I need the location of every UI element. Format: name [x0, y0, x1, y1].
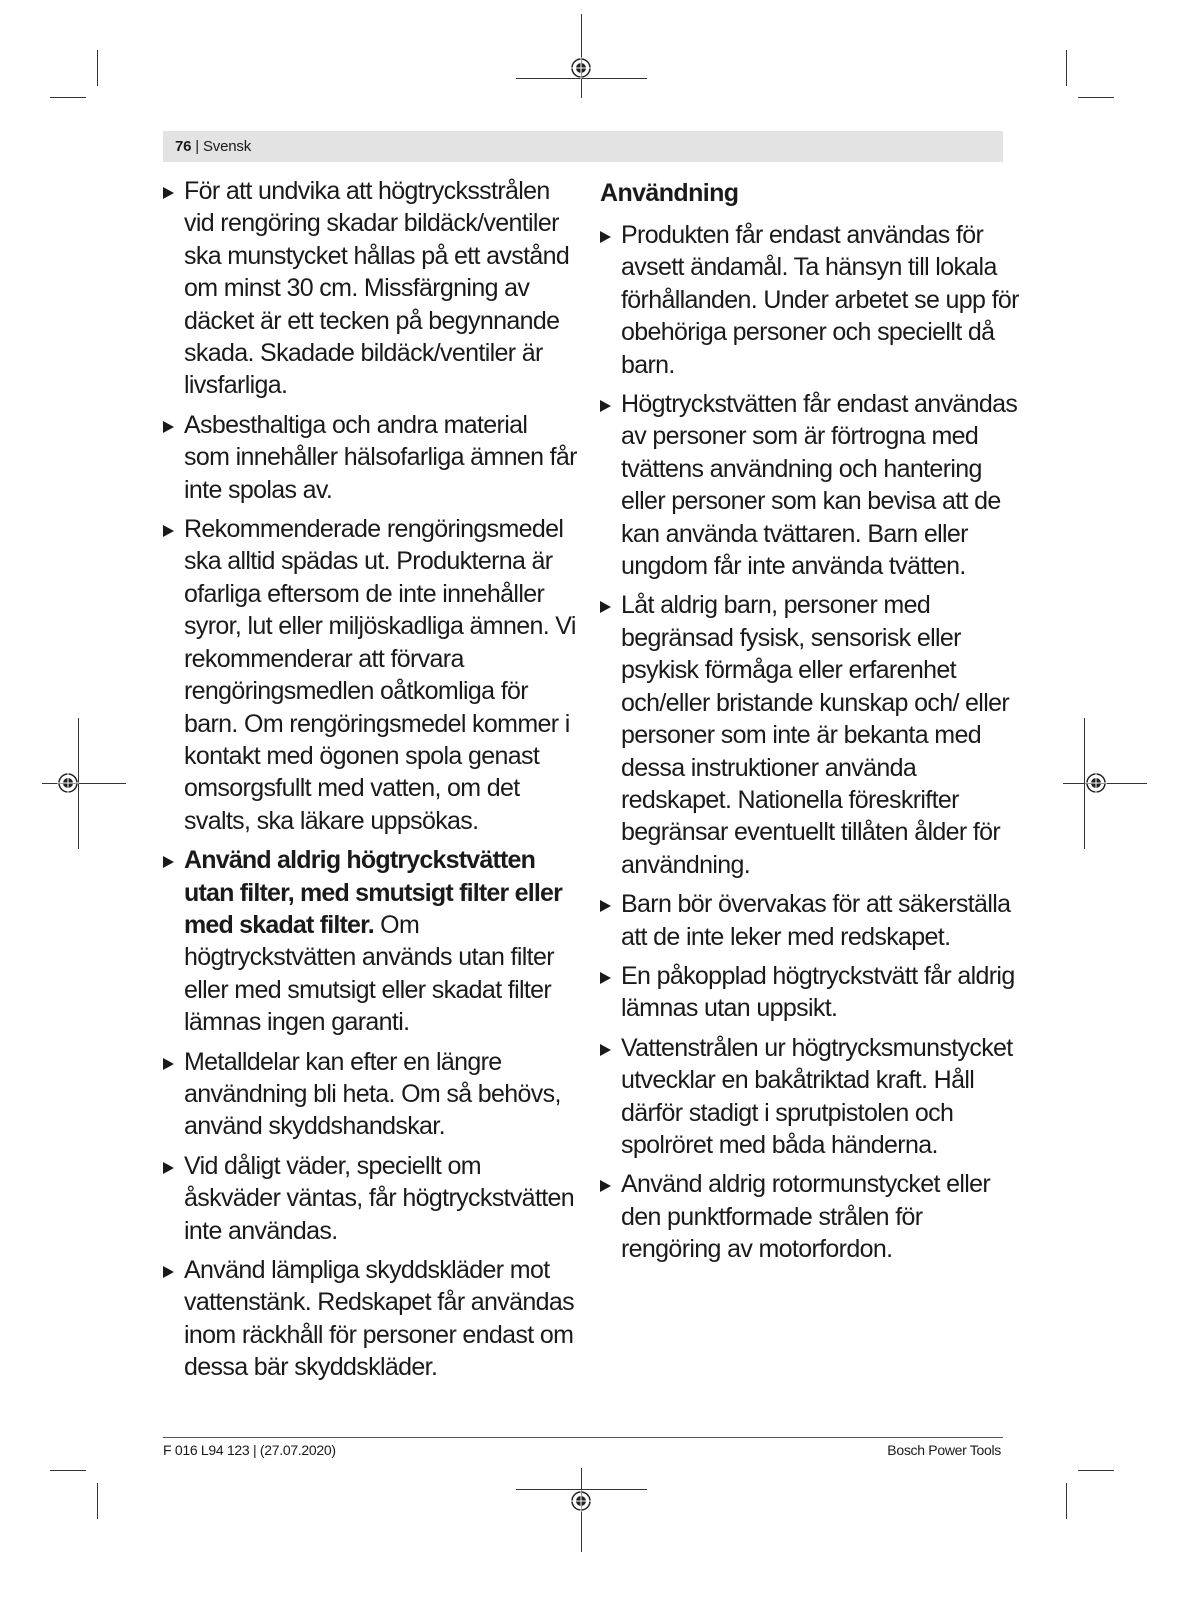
header-language: Svensk	[203, 138, 251, 155]
triangle-bullet-icon	[163, 856, 174, 868]
bullet-text: Om högtryckstvätten används utan filter eller med smutsigt eller skadat filter lämnas ingen garanti.	[184, 910, 554, 1037]
triangle-bullet-icon	[600, 400, 611, 412]
bullet-item	[163, 513, 578, 837]
registration-mark-icon	[1085, 772, 1107, 794]
left-column	[163, 175, 578, 1391]
crop-mark	[1078, 1470, 1114, 1471]
registration-line	[581, 14, 582, 98]
bullet-item	[163, 175, 578, 402]
right-column	[600, 175, 1020, 1273]
bullet-bold-text: Använd aldrig högtryckstvätten utan filter, med smutsigt filter eller med skadat filter.	[184, 846, 563, 939]
header-separator: |	[195, 138, 199, 155]
crop-mark	[97, 50, 98, 86]
registration-mark-icon	[570, 1490, 592, 1512]
triangle-bullet-icon	[163, 1266, 174, 1278]
triangle-bullet-icon	[600, 972, 611, 984]
crop-mark	[1066, 1483, 1067, 1519]
registration-mark-icon	[57, 772, 79, 794]
bullet-item	[600, 1032, 1020, 1162]
bullet-text: Högtryckstvätten får endast användas av personer som är förtrogna med tvättens användning och hantering eller personer som kan bevisa att de kan använda tvättaren. Barn eller ungdom får inte använda tvätten.	[621, 390, 1018, 581]
footer-brand: Bosch Power Tools	[887, 1442, 1001, 1458]
bullet-text: Asbesthaltiga och andra material som innehåller hälsofarliga ämnen får inte spolas av.	[184, 410, 577, 504]
bullet-text: Använd lämpliga skyddskläder mot vattenstänk. Redskapet får användas inom räckhåll för personer endast om dessa bär skyddskläder.	[184, 1256, 575, 1382]
bullet-item	[600, 960, 1020, 1025]
crop-mark	[50, 1470, 86, 1471]
bullet-text: Vattenstrålen ur högtrycksmunstycket utvecklar en bakåtriktad kraft. Håll därför stadigt i sprutpistolen och spolröret med båda händerna.	[621, 1033, 1013, 1159]
bullet-text: Produkten får endast användas för avsett ändamål. Ta hänsyn till lokala förhållanden. Under arbetet se upp för obehöriga personer och speciellt då barn.	[621, 221, 1019, 379]
triangle-bullet-icon	[600, 231, 611, 243]
crop-mark	[50, 97, 86, 98]
bullet-item	[163, 1150, 578, 1247]
triangle-bullet-icon	[163, 421, 174, 433]
triangle-bullet-icon	[600, 900, 611, 912]
bullet-item	[600, 589, 1020, 881]
triangle-bullet-icon	[163, 1058, 174, 1070]
registration-mark-icon	[570, 57, 592, 79]
bullet-item	[163, 844, 578, 1038]
bullet-item	[600, 1168, 1020, 1265]
bullet-text: Använd aldrig rotormunstycket eller den punktformade strålen för rengöring av motorfordon.	[621, 1170, 991, 1264]
triangle-bullet-icon	[600, 1180, 611, 1192]
footer-doc-id: F 016 L94 123 | (27.07.2020)	[163, 1442, 336, 1458]
triangle-bullet-icon	[163, 1162, 174, 1174]
page-header	[163, 131, 1003, 162]
bullet-item	[163, 1046, 578, 1143]
triangle-bullet-icon	[600, 601, 611, 613]
bullet-text: Rekommenderade rengöringsmedel ska alltid spädas ut. Produkterna är ofarliga eftersom de inte innehåller syror, lut eller miljöskadliga ämnen. Vi rekommenderar att förvara rengöringsmedlen oåtkomliga för barn. Om rengöringsmedel kommer i kontakt med ögonen spola genast omsorgsfullt med vatten, om det svalts, ska läkare uppsökas.	[184, 515, 576, 835]
section-heading: Användning	[600, 179, 739, 207]
bullet-text: För att undvika att högtrycksstrålen vid rengöring skadar bildäck/ventiler ska munstycket hållas på ett avstånd om minst 30 cm. Missfärgning av däcket är ett tecken på begynnande skada. Skadade bildäck/ventiler är livsfarliga.	[184, 177, 570, 400]
triangle-bullet-icon	[163, 187, 174, 199]
crop-mark	[97, 1483, 98, 1519]
page-number: 76	[175, 138, 192, 155]
footer-rule	[163, 1437, 1003, 1438]
bullet-item	[163, 409, 578, 506]
crop-mark	[1066, 50, 1067, 86]
triangle-bullet-icon	[163, 525, 174, 537]
triangle-bullet-icon	[600, 1044, 611, 1056]
registration-line	[42, 783, 126, 784]
bullet-text: Vid dåligt väder, speciellt om åskväder väntas, får högtryckstvätten inte användas.	[184, 1151, 575, 1245]
bullet-text: Metalldelar kan efter en längre användning bli heta. Om så behövs, använd skyddshandskar.	[184, 1047, 561, 1141]
bullet-text: En påkopplad högtryckstvätt får aldrig lämnas utan uppsikt.	[621, 961, 1015, 1023]
bullet-text: Låt aldrig barn, personer med begränsad fysisk, sensorisk eller psykisk förmåga eller erfarenhet och/eller bristande kunskap och/ eller personer som inte är bekanta med dessa instruktioner använda redskapet. Nationella föreskrifter begränsar eventuellt tillåten ålder för användning.	[621, 591, 1010, 879]
bullet-item	[600, 219, 1020, 381]
bullet-item	[600, 388, 1020, 582]
crop-mark	[1078, 97, 1114, 98]
bullet-text: Barn bör övervakas för att säkerställa att de inte leker med redskapet.	[621, 890, 1011, 951]
bullet-item	[163, 1254, 578, 1384]
bullet-item	[600, 888, 1020, 953]
